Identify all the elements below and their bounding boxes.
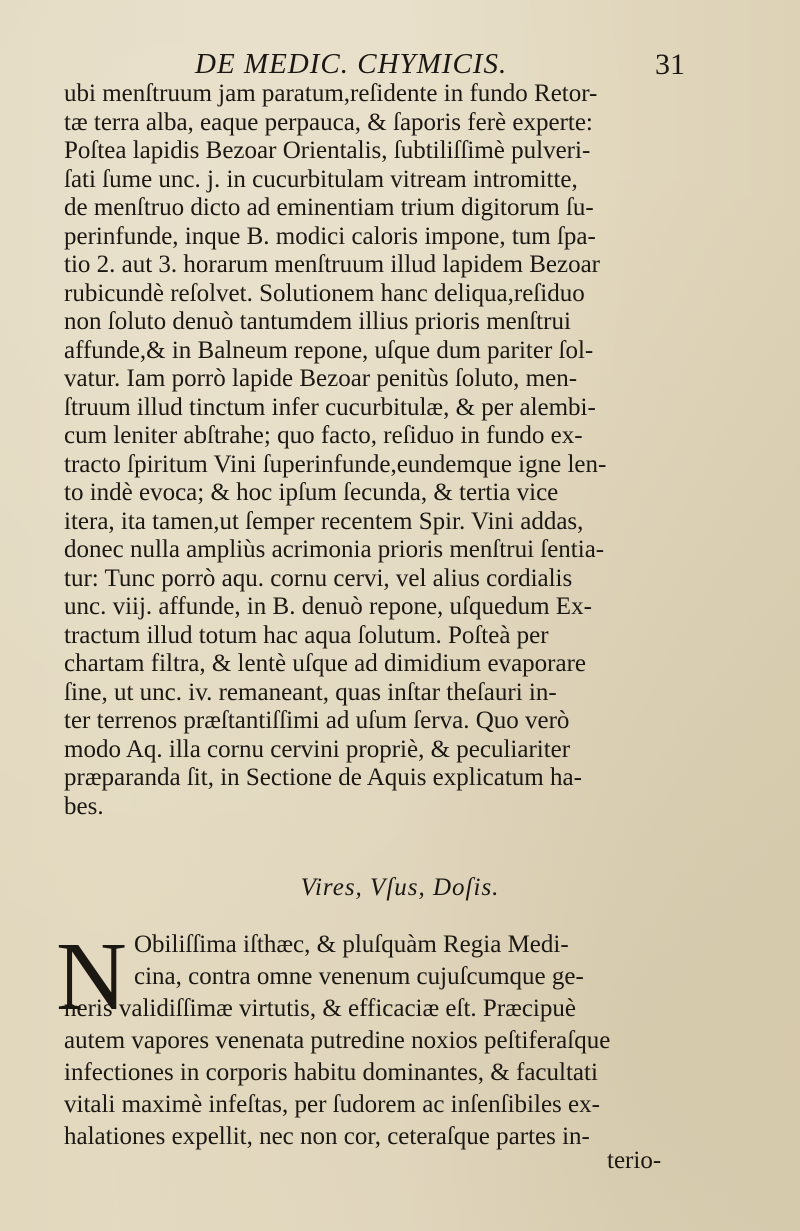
- text-line: to indè evoca; & hoc ipſum ſecunda, & tertia vice: [64, 479, 559, 506]
- text-line: tur: Tunc porrò aqu. cornu cervi, vel alius cordialis: [64, 564, 573, 592]
- text-line: vatur. Iam porrò lapide Bezoar penitùs ſoluto, men-: [64, 365, 578, 392]
- text-line: ter terrenos præſtantiſſimi ad uſum ſerva. Quo verò: [64, 707, 570, 734]
- text-line: non ſoluto denuò tantumdem illius prioris menſtrui: [64, 308, 571, 335]
- text-line: affunde,& in Balneum repone, uſque dum pariter ſol-: [64, 336, 594, 364]
- text-line: ſtruum illud tinctum infer cucurbitulæ, & per alembi-: [64, 393, 596, 421]
- text-line: donec nulla ampliùs acrimonia prioris menſtrui ſentia-: [64, 536, 605, 563]
- text-line: præparanda ſit, in Sectione de Aquis explicatum ha-: [64, 764, 582, 791]
- text-line: chartam filtra, & lentè uſque ad dimidium evaporare: [64, 650, 587, 677]
- text-line: cina, contra omne venenum cujuſcumque ge-: [134, 963, 584, 990]
- text-line: Poſtea lapidis Bezoar Orientalis, ſubtiliſſimè pulveri-: [64, 137, 591, 164]
- catchword: terio-: [607, 1147, 662, 1174]
- text-line: halationes expellit, nec non cor, ceteraſque partes in-: [64, 1123, 590, 1150]
- text-line: infectiones in corporis habitu dominantes, & facultati: [64, 1059, 598, 1086]
- text-line: perinfunde, inque B. modici caloris impone, tum ſpa-: [64, 222, 596, 250]
- text-line: ſati ſume unc. j. in cucurbitulam vitream intromitte,: [64, 165, 578, 193]
- text-line: vitali maximè infeſtas, per ſudorem ac inſenſibiles ex-: [64, 1091, 600, 1118]
- text-line: rubicundè reſolvet. Solutionem hanc deliqua,reſiduo: [64, 279, 585, 307]
- text-line: cum leniter abſtrahe; quo facto, reſiduo in fundo ex-: [64, 422, 583, 449]
- text-line: ubi menſtruum jam paratum,reſidente in fundo Retor-: [64, 80, 598, 107]
- page-header: [0, 48, 800, 84]
- text-line: bes.: [64, 792, 104, 820]
- page-number: 31: [655, 48, 685, 81]
- running-title: DE MEDIC. CHYMICIS.: [195, 48, 508, 80]
- text-line: autem vapores venenata putredine noxios peſtiferaſque: [64, 1027, 611, 1054]
- text-line: neris validiſſimæ virtutis, & efficaciæ eſt. Præcipuè: [64, 995, 576, 1022]
- text-line: Obiliſſima iſthæc, & pluſquàm Regia Medi-: [134, 931, 569, 958]
- section-heading: Vires, Vſus, Doſis.: [300, 874, 500, 901]
- paragraph-preparation: [64, 80, 724, 821]
- text-line: tæ terra alba, eaque perpauca, & ſaporis ferè experte:: [64, 108, 593, 136]
- text-line: ſine, ut unc. iv. remaneant, quas inſtar theſauri in-: [64, 678, 557, 706]
- text-line: itera, ita tamen,ut ſemper recentem Spir. Vini addas,: [64, 507, 584, 535]
- text-line: de menſtruo dicto ad eminentiam trium digitorum ſu-: [64, 194, 594, 221]
- text-line: unc. viij. affunde, in B. denuò repone, uſquedum Ex-: [64, 593, 592, 620]
- text-line: tracto ſpiritum Vini ſuperinfunde,eundemque igne len-: [64, 450, 607, 478]
- text-line: modo Aq. illa cornu cervini propriè, & peculiariter: [64, 735, 571, 763]
- text-line: tio 2. aut 3. horarum menſtruum illud lapidem Bezoar: [64, 251, 600, 278]
- drop-cap: N: [56, 923, 127, 1031]
- text-line: tractum illud totum hac aqua ſolutum. Poſteà per: [64, 621, 549, 649]
